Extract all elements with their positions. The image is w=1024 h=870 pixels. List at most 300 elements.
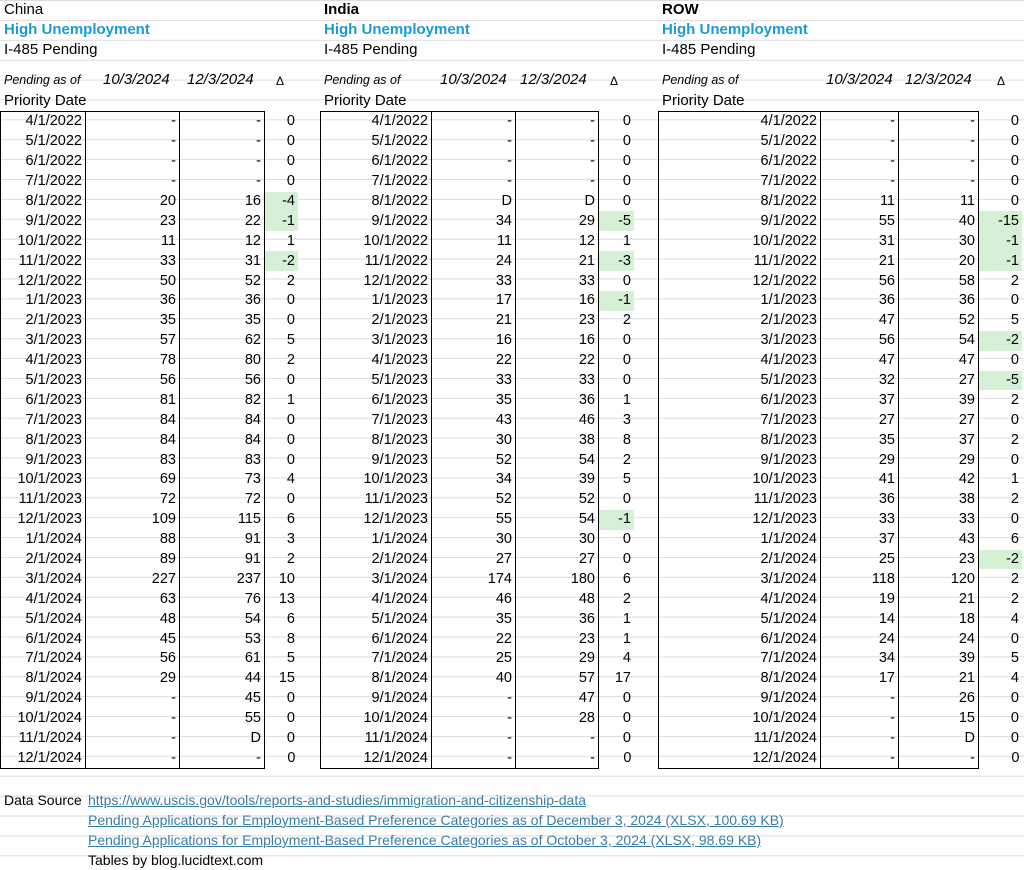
priority-date-cell[interactable]: 7/1/2022 xyxy=(321,172,432,192)
delta-cell[interactable]: -1 xyxy=(599,291,635,311)
pending-dec-cell[interactable]: 36 xyxy=(180,291,265,311)
pending-dec-cell[interactable]: 21 xyxy=(516,251,599,271)
pending-oct-cell[interactable]: 109 xyxy=(86,510,180,530)
pending-oct-cell[interactable]: 24 xyxy=(432,251,516,271)
delta-cell[interactable]: 6 xyxy=(622,570,631,587)
pending-oct-cell[interactable]: 30 xyxy=(432,530,516,550)
priority-date-cell[interactable]: 9/1/2023 xyxy=(321,450,432,470)
pending-dec-cell[interactable]: 28 xyxy=(516,709,599,729)
pending-oct-cell[interactable]: 33 xyxy=(86,251,180,271)
delta-cell[interactable]: 0 xyxy=(622,491,631,508)
pending-oct-cell[interactable]: 11 xyxy=(432,231,516,251)
delta-cell[interactable]: 0 xyxy=(286,133,295,150)
delta-cell[interactable]: 6 xyxy=(1010,531,1019,548)
pending-dec-cell[interactable]: 16 xyxy=(516,331,599,351)
delta-cell[interactable]: 0 xyxy=(1010,690,1019,707)
priority-date-cell[interactable]: 6/1/2023 xyxy=(659,390,821,410)
pending-dec-cell[interactable]: 46 xyxy=(516,410,599,430)
pending-dec-cell[interactable]: 47 xyxy=(516,689,599,709)
pending-oct-cell[interactable]: 45 xyxy=(86,629,180,649)
pending-dec-cell[interactable]: - xyxy=(899,132,979,152)
pending-dec-cell[interactable]: 58 xyxy=(899,271,979,291)
priority-date-cell[interactable]: 10/1/2024 xyxy=(321,709,432,729)
pending-dec-cell[interactable]: 73 xyxy=(180,470,265,490)
priority-date-cell[interactable]: 7/1/2023 xyxy=(1,410,86,430)
pending-dec-cell[interactable]: 30 xyxy=(899,231,979,251)
delta-cell[interactable]: 0 xyxy=(286,312,295,329)
priority-date-cell[interactable]: 3/1/2023 xyxy=(1,331,86,351)
pending-dec-cell[interactable]: 54 xyxy=(180,609,265,629)
delta-cell[interactable]: 2 xyxy=(622,451,631,468)
pending-oct-cell[interactable]: 227 xyxy=(86,569,180,589)
pending-dec-cell[interactable]: 12 xyxy=(516,231,599,251)
delta-cell[interactable]: 0 xyxy=(1010,630,1019,647)
priority-date-cell[interactable]: 9/1/2024 xyxy=(659,689,821,709)
pending-oct-cell[interactable]: - xyxy=(821,749,899,769)
delta-cell[interactable]: 0 xyxy=(1010,193,1019,209)
delta-cell[interactable]: 5 xyxy=(286,332,295,349)
priority-date-cell[interactable]: 5/1/2022 xyxy=(659,132,821,152)
pending-dec-cell[interactable]: 38 xyxy=(516,430,599,450)
delta-cell[interactable]: 0 xyxy=(1010,292,1019,309)
delta-cell[interactable]: 0 xyxy=(286,153,295,170)
pending-dec-cell[interactable]: 61 xyxy=(180,649,265,669)
delta-cell[interactable]: 5 xyxy=(1010,650,1019,667)
pending-dec-cell[interactable]: 33 xyxy=(899,510,979,530)
priority-date-cell[interactable]: 8/1/2024 xyxy=(659,669,821,689)
pending-oct-cell[interactable]: 29 xyxy=(821,450,899,470)
delta-cell[interactable]: 2 xyxy=(286,352,295,369)
pending-dec-cell[interactable]: 12 xyxy=(180,231,265,251)
pending-dec-cell[interactable]: 31 xyxy=(180,251,265,271)
source-url-link[interactable]: https://www.uscis.gov/tools/reports-and-studies/immigration-and-citizenship-data xyxy=(88,792,586,808)
pending-dec-cell[interactable]: 237 xyxy=(180,569,265,589)
pending-dec-cell[interactable]: - xyxy=(180,112,265,132)
pending-dec-cell[interactable]: 21 xyxy=(899,669,979,689)
pending-dec-cell[interactable]: 22 xyxy=(180,211,265,231)
priority-date-cell[interactable]: 1/1/2024 xyxy=(1,530,86,550)
pending-oct-cell[interactable]: - xyxy=(432,112,516,132)
delta-cell[interactable]: 0 xyxy=(1010,411,1019,428)
priority-date-cell[interactable]: 4/1/2022 xyxy=(321,112,432,132)
priority-date-cell[interactable]: 9/1/2022 xyxy=(321,211,432,231)
pending-oct-cell[interactable]: - xyxy=(821,172,899,192)
priority-date-cell[interactable]: 11/1/2024 xyxy=(1,729,86,749)
delta-cell[interactable]: 0 xyxy=(286,491,295,508)
priority-date-cell[interactable]: 11/1/2022 xyxy=(321,251,432,271)
pending-dec-cell[interactable]: 29 xyxy=(899,450,979,470)
delta-cell[interactable]: -1 xyxy=(599,510,635,530)
delta-cell[interactable]: -1 xyxy=(979,251,1023,271)
pending-oct-cell[interactable]: 83 xyxy=(86,450,180,470)
pending-oct-cell[interactable]: 22 xyxy=(432,629,516,649)
pending-dec-cell[interactable]: 54 xyxy=(516,510,599,530)
pending-dec-cell[interactable]: 84 xyxy=(180,430,265,450)
pending-dec-cell[interactable]: - xyxy=(516,729,599,749)
pending-dec-cell[interactable]: - xyxy=(516,152,599,172)
delta-cell[interactable]: 3 xyxy=(286,531,295,548)
pending-dec-cell[interactable]: 26 xyxy=(899,689,979,709)
pending-oct-cell[interactable]: 37 xyxy=(821,530,899,550)
delta-cell[interactable]: 6 xyxy=(286,511,295,528)
priority-date-cell[interactable]: 4/1/2024 xyxy=(1,589,86,609)
pending-oct-cell[interactable]: 174 xyxy=(432,569,516,589)
priority-date-cell[interactable]: 5/1/2023 xyxy=(1,371,86,391)
pending-dec-cell[interactable]: 23 xyxy=(516,629,599,649)
pending-oct-cell[interactable]: 55 xyxy=(432,510,516,530)
priority-date-cell[interactable]: 3/1/2023 xyxy=(659,331,821,351)
priority-date-cell[interactable]: 10/1/2024 xyxy=(659,709,821,729)
pending-dec-cell[interactable]: 27 xyxy=(899,410,979,430)
pending-oct-cell[interactable]: 72 xyxy=(86,490,180,510)
delta-cell[interactable]: 0 xyxy=(1011,750,1020,767)
delta-cell[interactable]: 13 xyxy=(278,590,295,607)
pending-oct-cell[interactable]: 33 xyxy=(432,271,516,291)
priority-date-cell[interactable]: 7/1/2023 xyxy=(659,410,821,430)
pending-dec-cell[interactable]: 21 xyxy=(899,589,979,609)
delta-cell[interactable]: 2 xyxy=(1010,431,1019,448)
pending-oct-cell[interactable]: 21 xyxy=(432,311,516,331)
pending-oct-cell[interactable]: - xyxy=(821,152,899,172)
delta-cell[interactable]: 1 xyxy=(622,610,631,627)
priority-date-cell[interactable]: 7/1/2024 xyxy=(321,649,432,669)
delta-cell[interactable]: 10 xyxy=(278,570,295,587)
priority-date-cell[interactable]: 1/1/2023 xyxy=(1,291,86,311)
pending-oct-cell[interactable]: 17 xyxy=(432,291,516,311)
pending-dec-cell[interactable]: 44 xyxy=(180,669,265,689)
delta-cell[interactable]: 0 xyxy=(287,750,296,767)
priority-date-cell[interactable]: 10/1/2022 xyxy=(659,231,821,251)
pending-oct-cell[interactable]: 27 xyxy=(821,410,899,430)
priority-date-cell[interactable]: 3/1/2024 xyxy=(1,569,86,589)
priority-date-cell[interactable]: 12/1/2023 xyxy=(1,510,86,530)
pending-oct-cell[interactable]: - xyxy=(86,709,180,729)
pending-dec-cell[interactable]: - xyxy=(899,749,979,769)
pending-oct-cell[interactable]: 37 xyxy=(821,390,899,410)
pending-oct-cell[interactable]: - xyxy=(432,172,516,192)
pending-dec-cell[interactable]: 52 xyxy=(899,311,979,331)
pending-dec-cell[interactable]: 27 xyxy=(516,550,599,570)
priority-date-cell[interactable]: 9/1/2024 xyxy=(1,689,86,709)
pending-oct-cell[interactable]: 25 xyxy=(821,550,899,570)
pending-oct-cell[interactable]: 33 xyxy=(821,510,899,530)
priority-date-cell[interactable]: 2/1/2024 xyxy=(1,550,86,570)
priority-date-cell[interactable]: 4/1/2023 xyxy=(1,351,86,371)
priority-date-cell[interactable]: 9/1/2023 xyxy=(659,450,821,470)
pending-oct-cell[interactable]: 57 xyxy=(86,331,180,351)
pending-dec-cell[interactable]: 24 xyxy=(899,629,979,649)
delta-cell[interactable]: 2 xyxy=(622,590,631,607)
priority-date-cell[interactable]: 10/1/2023 xyxy=(1,470,86,490)
pending-oct-cell[interactable]: 11 xyxy=(86,231,180,251)
delta-cell[interactable]: 1 xyxy=(286,391,295,408)
pending-oct-cell[interactable]: 47 xyxy=(821,311,899,331)
pending-dec-cell[interactable]: 36 xyxy=(899,291,979,311)
pending-oct-cell[interactable]: 19 xyxy=(821,589,899,609)
priority-date-cell[interactable]: 5/1/2024 xyxy=(1,609,86,629)
delta-cell[interactable]: 0 xyxy=(622,372,631,389)
pending-oct-cell[interactable]: - xyxy=(821,689,899,709)
delta-cell[interactable]: 0 xyxy=(622,113,631,130)
priority-date-cell[interactable]: 3/1/2024 xyxy=(321,569,432,589)
pending-dec-cell[interactable]: 11 xyxy=(899,192,979,212)
pending-oct-cell[interactable]: 55 xyxy=(821,211,899,231)
delta-cell[interactable]: 6 xyxy=(286,610,295,627)
pending-oct-cell[interactable]: 43 xyxy=(432,410,516,430)
pending-oct-cell[interactable]: 33 xyxy=(432,371,516,391)
pending-oct-cell[interactable]: - xyxy=(86,132,180,152)
delta-cell[interactable]: -3 xyxy=(599,251,635,271)
priority-date-cell[interactable]: 1/1/2024 xyxy=(659,530,821,550)
priority-date-cell[interactable]: 11/1/2024 xyxy=(659,729,821,749)
pending-dec-cell[interactable]: 84 xyxy=(180,410,265,430)
pending-dec-cell[interactable]: 91 xyxy=(180,530,265,550)
priority-date-cell[interactable]: 11/1/2023 xyxy=(659,490,821,510)
delta-cell[interactable]: 0 xyxy=(286,173,295,190)
pending-oct-cell[interactable]: 40 xyxy=(432,669,516,689)
priority-date-cell[interactable]: 4/1/2024 xyxy=(659,589,821,609)
delta-cell[interactable]: 0 xyxy=(1010,352,1019,369)
delta-cell[interactable]: 0 xyxy=(286,431,295,448)
pending-dec-cell[interactable]: 27 xyxy=(899,371,979,391)
pending-oct-cell[interactable]: 56 xyxy=(821,331,899,351)
delta-cell[interactable]: 2 xyxy=(1010,590,1019,607)
priority-date-cell[interactable]: 9/1/2022 xyxy=(659,211,821,231)
pending-oct-cell[interactable]: 16 xyxy=(432,331,516,351)
pending-oct-cell[interactable]: 84 xyxy=(86,410,180,430)
priority-date-cell[interactable]: 2/1/2023 xyxy=(321,311,432,331)
priority-date-cell[interactable]: 5/1/2022 xyxy=(321,132,432,152)
pending-dec-cell[interactable]: 35 xyxy=(180,311,265,331)
priority-date-cell[interactable]: 12/1/2024 xyxy=(321,749,432,769)
pending-dec-cell[interactable]: D xyxy=(516,192,599,212)
pending-oct-cell[interactable]: - xyxy=(86,729,180,749)
priority-date-cell[interactable]: 5/1/2024 xyxy=(659,609,821,629)
pending-oct-cell[interactable]: 14 xyxy=(821,609,899,629)
delta-cell[interactable]: 0 xyxy=(1010,710,1019,727)
pending-dec-cell[interactable]: 57 xyxy=(516,669,599,689)
priority-date-cell[interactable]: 8/1/2024 xyxy=(1,669,86,689)
october-report-link[interactable]: Pending Applications for Employment-Based Preference Categories as of October 3, 2024 (XLSX, 98.69 KB) xyxy=(88,832,762,848)
delta-cell[interactable]: 0 xyxy=(1010,133,1019,150)
delta-cell[interactable]: 0 xyxy=(1010,113,1019,130)
pending-oct-cell[interactable]: - xyxy=(432,749,516,769)
pending-oct-cell[interactable]: 69 xyxy=(86,470,180,490)
delta-cell[interactable]: 0 xyxy=(286,710,295,727)
delta-cell[interactable]: 0 xyxy=(622,193,631,209)
priority-date-cell[interactable]: 8/1/2023 xyxy=(321,430,432,450)
priority-date-cell[interactable]: 11/1/2023 xyxy=(321,490,432,510)
delta-cell[interactable]: 0 xyxy=(1010,153,1019,170)
pending-oct-cell[interactable]: 17 xyxy=(821,669,899,689)
delta-cell[interactable]: -2 xyxy=(979,550,1023,570)
pending-dec-cell[interactable]: 36 xyxy=(516,390,599,410)
delta-cell[interactable]: 0 xyxy=(622,730,631,747)
pending-oct-cell[interactable]: 35 xyxy=(432,609,516,629)
priority-date-cell[interactable]: 7/1/2023 xyxy=(321,410,432,430)
pending-oct-cell[interactable]: - xyxy=(86,112,180,132)
pending-dec-cell[interactable]: 22 xyxy=(516,351,599,371)
priority-date-cell[interactable]: 6/1/2022 xyxy=(659,152,821,172)
priority-date-cell[interactable]: 4/1/2024 xyxy=(321,589,432,609)
delta-cell[interactable]: 0 xyxy=(286,113,295,130)
pending-oct-cell[interactable]: 35 xyxy=(86,311,180,331)
pending-dec-cell[interactable]: D xyxy=(180,729,265,749)
pending-oct-cell[interactable]: 35 xyxy=(821,430,899,450)
pending-dec-cell[interactable]: 23 xyxy=(516,311,599,331)
pending-oct-cell[interactable]: 32 xyxy=(821,371,899,391)
delta-cell[interactable]: -2 xyxy=(979,331,1023,351)
delta-cell[interactable]: 3 xyxy=(622,411,631,428)
priority-date-cell[interactable]: 11/1/2024 xyxy=(321,729,432,749)
pending-oct-cell[interactable]: 34 xyxy=(432,211,516,231)
priority-date-cell[interactable]: 4/1/2023 xyxy=(659,351,821,371)
pending-oct-cell[interactable]: 89 xyxy=(86,550,180,570)
pending-oct-cell[interactable]: 30 xyxy=(432,430,516,450)
priority-date-cell[interactable]: 4/1/2022 xyxy=(659,112,821,132)
pending-dec-cell[interactable]: 56 xyxy=(180,371,265,391)
pending-dec-cell[interactable]: 33 xyxy=(516,371,599,391)
pending-dec-cell[interactable]: 47 xyxy=(899,351,979,371)
pending-oct-cell[interactable]: 23 xyxy=(86,211,180,231)
pending-dec-cell[interactable]: 29 xyxy=(516,649,599,669)
delta-cell[interactable]: 1 xyxy=(286,232,295,249)
delta-cell[interactable]: 4 xyxy=(1010,670,1019,687)
priority-date-cell[interactable]: 11/1/2022 xyxy=(1,251,86,271)
pending-dec-cell[interactable]: 20 xyxy=(899,251,979,271)
pending-oct-cell[interactable]: 78 xyxy=(86,351,180,371)
pending-dec-cell[interactable]: 37 xyxy=(899,430,979,450)
pending-dec-cell[interactable]: 16 xyxy=(516,291,599,311)
pending-oct-cell[interactable]: 24 xyxy=(821,629,899,649)
priority-date-cell[interactable]: 6/1/2024 xyxy=(1,629,86,649)
priority-date-cell[interactable]: 4/1/2023 xyxy=(321,351,432,371)
delta-cell[interactable]: 0 xyxy=(286,292,295,309)
pending-dec-cell[interactable]: 29 xyxy=(516,211,599,231)
priority-date-cell[interactable]: 8/1/2022 xyxy=(1,192,86,212)
pending-dec-cell[interactable]: - xyxy=(180,172,265,192)
delta-cell[interactable]: 0 xyxy=(622,133,631,150)
pending-dec-cell[interactable]: 36 xyxy=(516,609,599,629)
pending-dec-cell[interactable]: 52 xyxy=(516,490,599,510)
delta-cell[interactable]: -5 xyxy=(599,211,635,231)
pending-oct-cell[interactable]: 29 xyxy=(86,669,180,689)
pending-dec-cell[interactable]: 33 xyxy=(516,271,599,291)
pending-dec-cell[interactable]: 30 xyxy=(516,530,599,550)
priority-date-cell[interactable]: 10/1/2022 xyxy=(1,231,86,251)
pending-dec-cell[interactable]: - xyxy=(180,152,265,172)
pending-oct-cell[interactable]: 31 xyxy=(821,231,899,251)
december-report-link[interactable]: Pending Applications for Employment-Based Preference Categories as of December 3, 2024 (XLSX, 100.69 KB) xyxy=(88,812,784,828)
priority-date-cell[interactable]: 10/1/2022 xyxy=(321,231,432,251)
delta-cell[interactable]: 8 xyxy=(286,630,295,647)
pending-oct-cell[interactable]: 20 xyxy=(86,192,180,212)
pending-dec-cell[interactable]: - xyxy=(899,172,979,192)
priority-date-cell[interactable]: 11/1/2022 xyxy=(659,251,821,271)
delta-cell[interactable]: 0 xyxy=(622,710,631,727)
delta-cell[interactable]: 4 xyxy=(286,471,295,488)
delta-cell[interactable]: 5 xyxy=(286,650,295,667)
priority-date-cell[interactable]: 2/1/2024 xyxy=(321,550,432,570)
pending-dec-cell[interactable]: 38 xyxy=(899,490,979,510)
delta-cell[interactable]: -1 xyxy=(979,231,1023,251)
pending-oct-cell[interactable]: 27 xyxy=(432,550,516,570)
priority-date-cell[interactable]: 8/1/2022 xyxy=(321,192,432,212)
priority-date-cell[interactable]: 2/1/2024 xyxy=(659,550,821,570)
pending-oct-cell[interactable]: - xyxy=(821,112,899,132)
delta-cell[interactable]: 2 xyxy=(286,272,295,289)
pending-dec-cell[interactable]: - xyxy=(899,112,979,132)
priority-date-cell[interactable]: 7/1/2024 xyxy=(1,649,86,669)
pending-oct-cell[interactable]: 52 xyxy=(432,490,516,510)
pending-oct-cell[interactable]: - xyxy=(432,689,516,709)
pending-oct-cell[interactable]: - xyxy=(821,709,899,729)
pending-oct-cell[interactable]: 21 xyxy=(821,251,899,271)
delta-cell[interactable]: 2 xyxy=(1010,391,1019,408)
delta-cell[interactable]: 2 xyxy=(1010,570,1019,587)
delta-cell[interactable]: -5 xyxy=(979,371,1023,391)
pending-oct-cell[interactable]: 50 xyxy=(86,271,180,291)
delta-cell[interactable]: 0 xyxy=(286,451,295,468)
pending-oct-cell[interactable]: 56 xyxy=(86,371,180,391)
priority-date-cell[interactable]: 10/1/2024 xyxy=(1,709,86,729)
pending-oct-cell[interactable]: 118 xyxy=(821,569,899,589)
delta-cell[interactable]: 15 xyxy=(278,670,295,687)
pending-dec-cell[interactable]: 39 xyxy=(899,390,979,410)
delta-cell[interactable]: 0 xyxy=(286,411,295,428)
pending-oct-cell[interactable]: 46 xyxy=(432,589,516,609)
pending-dec-cell[interactable]: 23 xyxy=(899,550,979,570)
priority-date-cell[interactable]: 8/1/2022 xyxy=(659,192,821,212)
pending-dec-cell[interactable]: 18 xyxy=(899,609,979,629)
pending-oct-cell[interactable]: 84 xyxy=(86,430,180,450)
delta-cell[interactable]: 5 xyxy=(1010,312,1019,329)
delta-cell[interactable]: 0 xyxy=(622,173,631,190)
pending-oct-cell[interactable]: D xyxy=(432,192,516,212)
delta-cell[interactable]: 2 xyxy=(286,551,295,568)
delta-cell[interactable]: -2 xyxy=(265,251,299,271)
pending-oct-cell[interactable]: 25 xyxy=(432,649,516,669)
pending-oct-cell[interactable]: - xyxy=(432,709,516,729)
priority-date-cell[interactable]: 4/1/2022 xyxy=(1,112,86,132)
pending-dec-cell[interactable]: 80 xyxy=(180,351,265,371)
pending-dec-cell[interactable]: - xyxy=(899,152,979,172)
delta-cell[interactable]: 17 xyxy=(614,670,631,687)
pending-oct-cell[interactable]: 48 xyxy=(86,609,180,629)
pending-dec-cell[interactable]: 180 xyxy=(516,569,599,589)
priority-date-cell[interactable]: 12/1/2022 xyxy=(659,271,821,291)
priority-date-cell[interactable]: 12/1/2022 xyxy=(321,271,432,291)
priority-date-cell[interactable]: 5/1/2023 xyxy=(321,371,432,391)
pending-oct-cell[interactable]: 34 xyxy=(432,470,516,490)
pending-dec-cell[interactable]: 62 xyxy=(180,331,265,351)
delta-cell[interactable]: -1 xyxy=(265,211,299,231)
delta-cell[interactable]: 0 xyxy=(622,332,631,349)
pending-oct-cell[interactable]: 34 xyxy=(821,649,899,669)
priority-date-cell[interactable]: 11/1/2023 xyxy=(1,490,86,510)
priority-date-cell[interactable]: 2/1/2023 xyxy=(659,311,821,331)
pending-dec-cell[interactable]: 16 xyxy=(180,192,265,212)
delta-cell[interactable]: 0 xyxy=(1010,173,1019,190)
pending-dec-cell[interactable]: 15 xyxy=(899,709,979,729)
delta-cell[interactable]: 4 xyxy=(1010,610,1019,627)
priority-date-cell[interactable]: 6/1/2023 xyxy=(1,390,86,410)
delta-cell[interactable]: 2 xyxy=(622,312,631,329)
delta-cell[interactable]: 0 xyxy=(622,272,631,289)
pending-oct-cell[interactable]: 11 xyxy=(821,192,899,212)
pending-dec-cell[interactable]: 54 xyxy=(516,450,599,470)
priority-date-cell[interactable]: 7/1/2022 xyxy=(659,172,821,192)
